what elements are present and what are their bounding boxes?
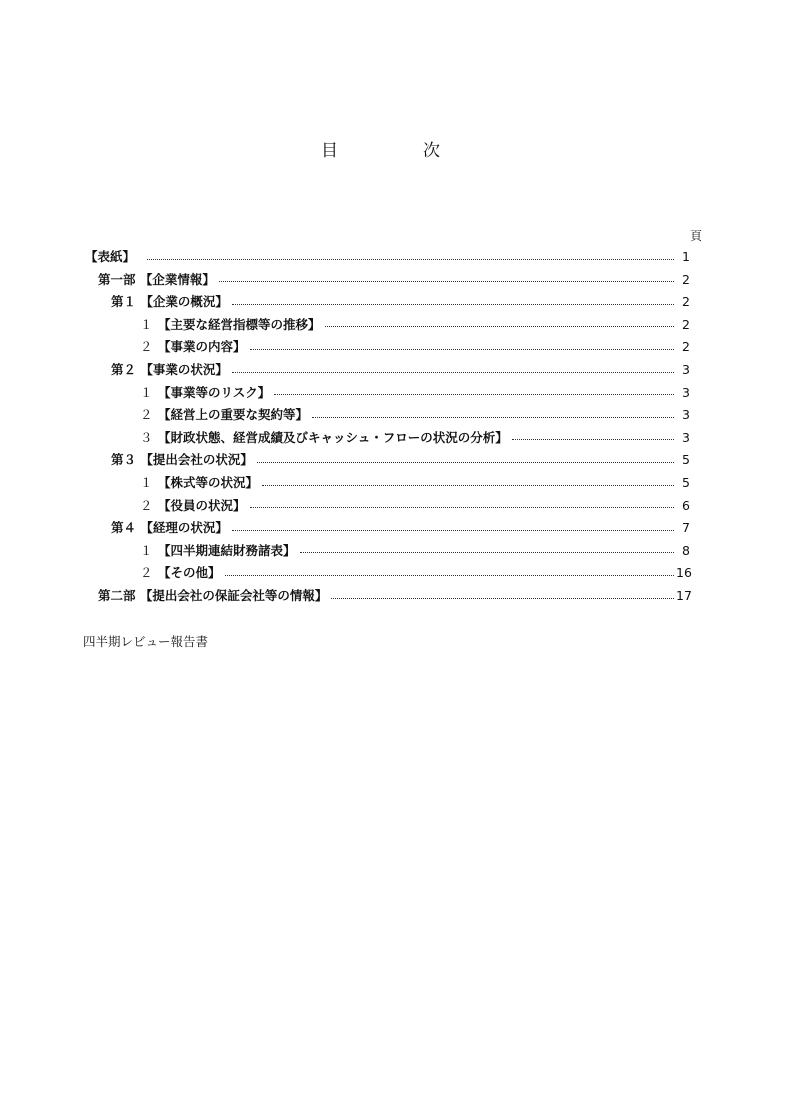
toc-entry-page: 2 bbox=[682, 339, 690, 355]
toc-entry-number: ２ bbox=[140, 339, 153, 355]
toc-title bbox=[0, 136, 790, 161]
toc-leader-dots bbox=[512, 439, 674, 440]
toc-entry-page: 3 bbox=[682, 407, 690, 423]
toc-entry-cover[interactable] bbox=[85, 247, 690, 267]
toc-entry-2-3[interactable] bbox=[140, 428, 690, 448]
toc-entry-2-1[interactable] bbox=[140, 383, 690, 403]
toc-entry-page: 3 bbox=[682, 362, 690, 377]
toc-entry-4-1[interactable] bbox=[140, 541, 690, 561]
toc-leader-dots bbox=[225, 575, 674, 576]
review-report-title: 四半期レビュー報告書 bbox=[83, 634, 209, 649]
toc-entry-label: 【表紙】 bbox=[85, 249, 136, 264]
toc-entry-number: １ bbox=[140, 316, 153, 332]
toc-entry-page: 1 bbox=[682, 249, 690, 264]
toc-entry-label: 【事業等のリスク】 bbox=[158, 384, 271, 400]
toc-title-right: 次 bbox=[423, 141, 440, 161]
toc-entry-label: 第一部 【企業情報】 bbox=[98, 271, 215, 287]
toc-entry-number: ３ bbox=[140, 429, 153, 445]
toc-leader-dots bbox=[232, 530, 674, 531]
toc-entry-3-2[interactable] bbox=[140, 496, 690, 516]
toc-entry-page: 5 bbox=[682, 452, 690, 468]
toc-entry-number: １ bbox=[140, 384, 153, 400]
toc-entry-page: 3 bbox=[682, 429, 690, 445]
toc-leader-dots bbox=[274, 394, 674, 395]
toc-entry-label: 【役員の状況】 bbox=[158, 497, 246, 513]
toc-entry-label: 【財政状態、経営成績及びキャッシュ・フローの状況の分析】 bbox=[158, 429, 508, 445]
toc-entry-2-2[interactable] bbox=[140, 405, 690, 425]
toc-entry-number: １ bbox=[140, 475, 153, 490]
toc-leader-dots bbox=[250, 349, 674, 350]
toc-entry-page: 17 bbox=[676, 588, 692, 603]
toc-entry-1-1[interactable] bbox=[140, 315, 690, 335]
toc-title-left: 目 bbox=[321, 141, 338, 161]
page-column-label: 頁 bbox=[690, 229, 703, 243]
toc-entry-label: 【株式等の状況】 bbox=[158, 475, 259, 490]
toc-entry-page: 2 bbox=[682, 271, 690, 287]
toc-entry-number: ２ bbox=[140, 565, 153, 581]
toc-entry-label: 第４ 【経理の状況】 bbox=[111, 520, 228, 536]
toc-entry-1-2[interactable] bbox=[140, 337, 690, 357]
toc-entry-label: 第２ 【事業の状況】 bbox=[111, 362, 228, 377]
toc-entry-number: １ bbox=[140, 542, 153, 558]
toc-leader-dots bbox=[250, 507, 674, 508]
toc-entry-label: 第１ 【企業の概況】 bbox=[111, 294, 228, 310]
toc-entry-number: ２ bbox=[140, 407, 153, 423]
toc-leader-dots bbox=[257, 462, 674, 463]
toc-leader-dots bbox=[325, 326, 674, 327]
toc-entry-page: 3 bbox=[682, 384, 690, 400]
toc-entry-label: 【経営上の重要な契約等】 bbox=[158, 407, 309, 423]
toc-entry-part2[interactable] bbox=[98, 586, 690, 606]
toc-leader-dots bbox=[147, 259, 674, 260]
toc-leader-dots bbox=[219, 281, 674, 282]
toc-entry-section3[interactable] bbox=[111, 450, 690, 470]
toc-entry-page: 6 bbox=[682, 497, 690, 513]
toc-leader-dots bbox=[331, 598, 674, 599]
toc-entry-number: ２ bbox=[140, 497, 153, 513]
toc-entry-page: 7 bbox=[682, 520, 690, 536]
toc-leader-dots bbox=[262, 485, 674, 486]
toc-entry-page: 8 bbox=[682, 542, 690, 558]
toc-entry-page: 2 bbox=[682, 294, 690, 310]
toc-leader-dots bbox=[232, 372, 674, 373]
toc-entry-page: 16 bbox=[676, 565, 692, 581]
toc-entry-label: 【事業の内容】 bbox=[158, 339, 246, 355]
toc-entry-label: 第３ 【提出会社の状況】 bbox=[111, 452, 253, 468]
toc-leader-dots bbox=[232, 304, 674, 305]
toc-leader-dots bbox=[300, 552, 674, 553]
toc-entry-page: 2 bbox=[682, 316, 690, 332]
toc-entry-label: 【四半期連結財務諸表】 bbox=[158, 542, 296, 558]
toc-entry-section2[interactable] bbox=[111, 360, 690, 380]
toc-entry-section4[interactable] bbox=[111, 518, 690, 538]
toc-entry-page: 5 bbox=[682, 475, 690, 490]
toc-entry-part1[interactable] bbox=[98, 270, 690, 290]
toc-entry-label: 【その他】 bbox=[158, 565, 221, 581]
toc-entry-label: 第二部 【提出会社の保証会社等の情報】 bbox=[98, 588, 328, 603]
toc-entry-3-1[interactable] bbox=[140, 473, 690, 493]
toc-entry-section1[interactable] bbox=[111, 292, 690, 312]
toc-entry-4-2[interactable] bbox=[140, 563, 690, 583]
toc-entry-label: 【主要な経営指標等の推移】 bbox=[158, 316, 321, 332]
toc-leader-dots bbox=[312, 417, 674, 418]
